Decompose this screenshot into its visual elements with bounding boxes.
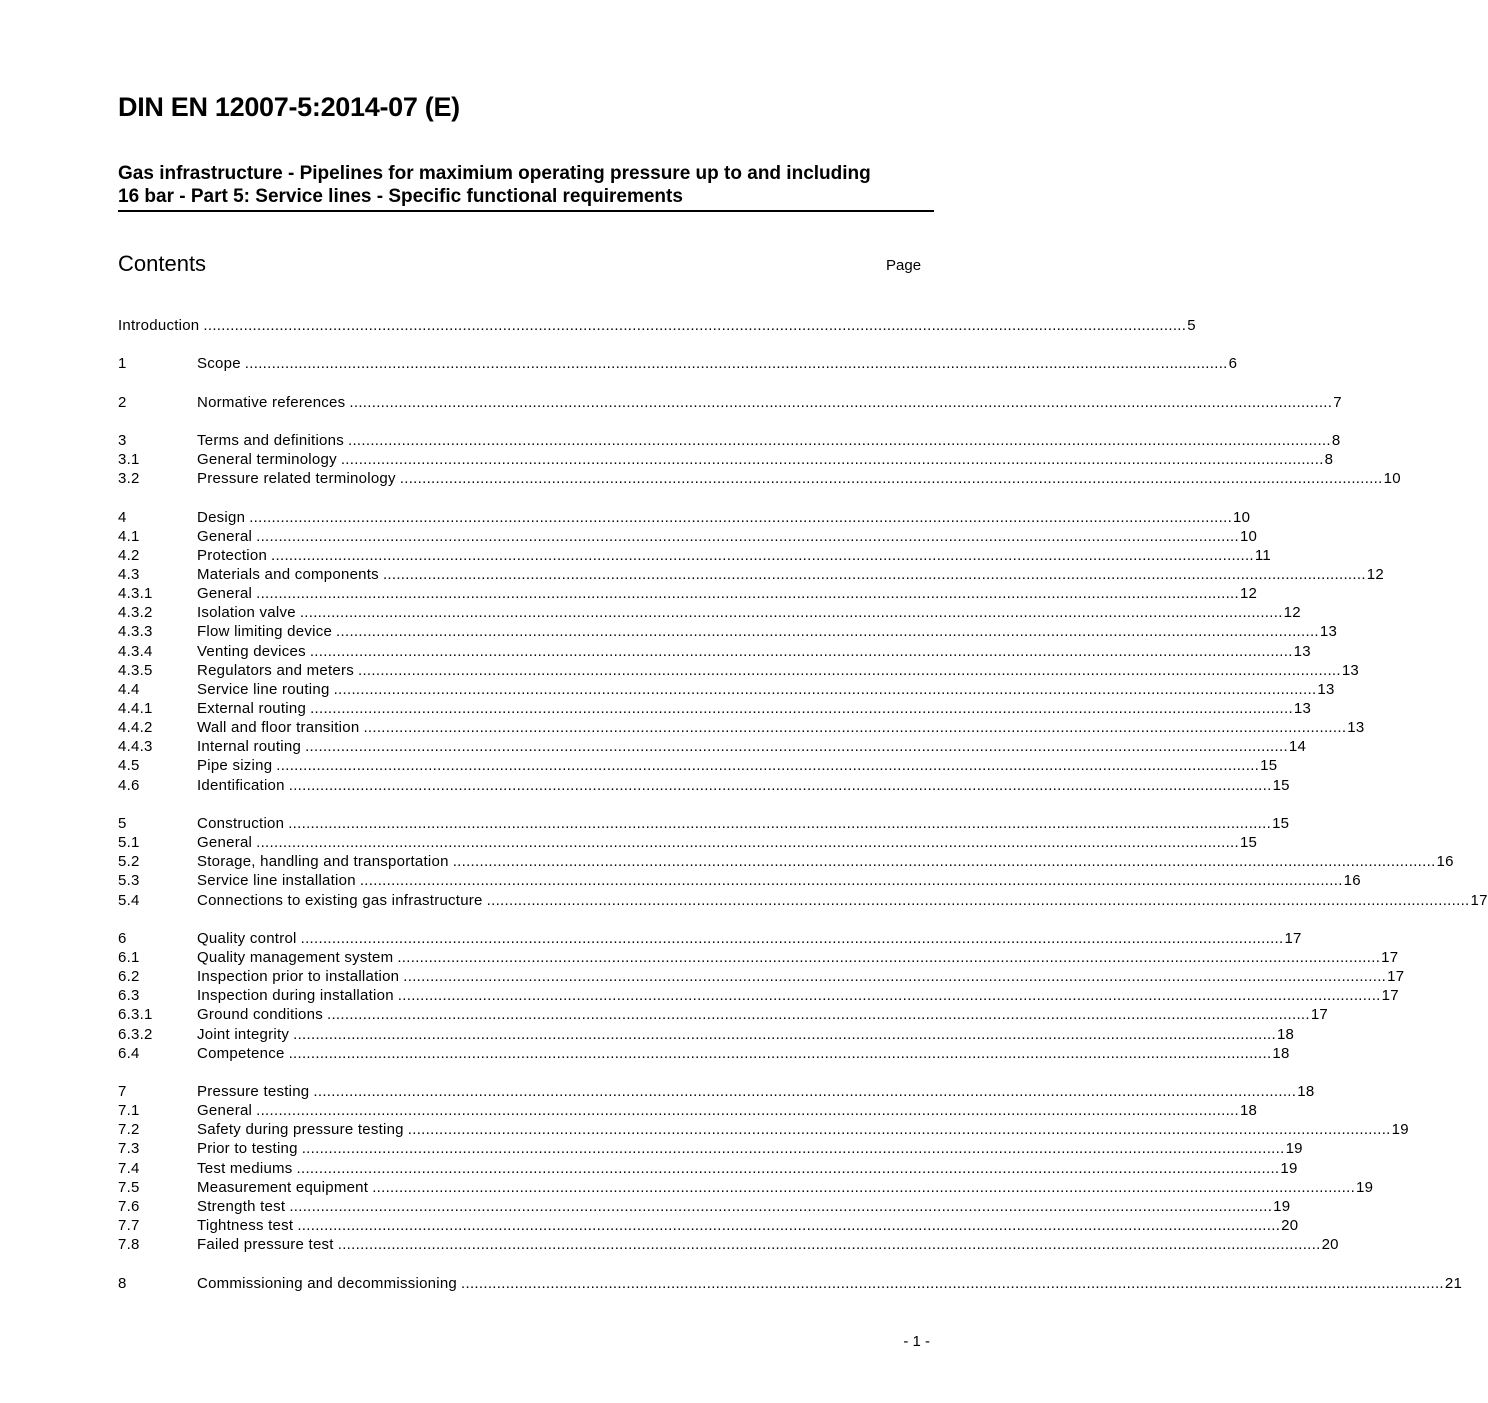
toc-entry-number: 6.2 bbox=[118, 968, 140, 986]
toc-entry-number: 4.5 bbox=[118, 757, 140, 775]
toc-entry-page: 18 bbox=[1272, 1044, 1290, 1062]
toc-entry[interactable] bbox=[118, 852, 1454, 871]
toc-entry[interactable] bbox=[118, 929, 1302, 948]
toc-entry[interactable] bbox=[118, 699, 1312, 718]
toc-entry-title: Inspection prior to installation bbox=[197, 968, 400, 986]
toc-dot-leader: ............................................................................................................................................................................................................................ bbox=[337, 1236, 1321, 1254]
toc-entry-number: 3 bbox=[118, 431, 127, 449]
toc-entry[interactable] bbox=[118, 316, 1196, 335]
toc-entry-page: 13 bbox=[1319, 623, 1338, 641]
toc-entry-title: Normative references bbox=[197, 393, 346, 411]
toc-dot-leader: ............................................................................................................................................................................................................................ bbox=[309, 642, 1293, 660]
toc-entry-title: Connections to existing gas infrastructure bbox=[197, 891, 483, 909]
toc-entry-page: 7 bbox=[1333, 393, 1342, 411]
toc-entry-page: 15 bbox=[1272, 814, 1290, 832]
toc-entry-number: 7.7 bbox=[118, 1217, 140, 1235]
toc-entry-number: 4.4.3 bbox=[118, 738, 153, 756]
toc-dot-leader: ............................................................................................................................................................................................................................ bbox=[358, 661, 1341, 679]
toc-entry-title: Wall and floor transition bbox=[197, 719, 360, 737]
toc-entry-number: 7.2 bbox=[118, 1121, 140, 1139]
toc-entry-page: 13 bbox=[1341, 661, 1360, 679]
subtitle-line-1: Gas infrastructure - Pipelines for maximium operating pressure up to and including bbox=[118, 163, 871, 184]
contents-heading: Contents bbox=[118, 251, 207, 276]
toc-entry-title: Identification bbox=[197, 776, 285, 794]
toc-entry-number: 4.1 bbox=[118, 527, 140, 545]
toc-dot-leader: ............................................................................................................................................................................................................................ bbox=[288, 814, 1272, 832]
toc-entry[interactable] bbox=[118, 1005, 1329, 1024]
toc-dot-leader: ............................................................................................................................................................................................................................ bbox=[293, 1025, 1276, 1043]
toc-entry[interactable] bbox=[118, 622, 1338, 641]
toc-entry-page: 11 bbox=[1254, 546, 1271, 564]
toc-entry-number: 4.3.5 bbox=[118, 661, 153, 679]
toc-dot-leader: ............................................................................................................................................................................................................................ bbox=[310, 700, 1293, 717]
toc-entry-page: 10 bbox=[1233, 508, 1251, 526]
toc-entry[interactable] bbox=[118, 1139, 1303, 1158]
toc-entry[interactable] bbox=[118, 1025, 1295, 1044]
toc-dot-leader: ............................................................................................................................................................................................................................ bbox=[397, 948, 1381, 966]
toc-entry-page: 16 bbox=[1343, 872, 1361, 890]
toc-dot-leader: ............................................................................................................................................................................................................................ bbox=[299, 604, 1283, 622]
toc-entry[interactable] bbox=[118, 354, 1238, 373]
toc-dot-leader: ............................................................................................................................................................................................................................ bbox=[288, 1044, 1272, 1062]
toc-entry-title: Service line installation bbox=[197, 872, 356, 890]
toc-entry[interactable] bbox=[118, 871, 1361, 890]
toc-entry-page: 17 bbox=[1284, 929, 1302, 947]
toc-entry-title: General bbox=[197, 527, 253, 545]
toc-dot-leader: ............................................................................................................................................................................................................................ bbox=[203, 317, 1187, 334]
toc-entry[interactable] bbox=[118, 450, 1334, 469]
toc-entry-page: 13 bbox=[1293, 642, 1311, 660]
toc-entry-page: 19 bbox=[1280, 1159, 1298, 1177]
toc-entry[interactable] bbox=[118, 756, 1278, 775]
document-subtitle bbox=[118, 162, 934, 208]
toc-entry-page: 17 bbox=[1381, 987, 1399, 1005]
toc-entry-number: 7.3 bbox=[118, 1140, 140, 1158]
footer-page-number: - 1 - bbox=[903, 1333, 930, 1350]
toc-entry-number: 6.3 bbox=[118, 987, 140, 1005]
toc-entry-page: 18 bbox=[1239, 1102, 1258, 1120]
toc-entry-title: Introduction bbox=[118, 317, 200, 334]
toc-entry-number: 4.4 bbox=[118, 680, 140, 698]
toc-entry[interactable] bbox=[118, 661, 1360, 680]
toc-entry-title: Inspection during installation bbox=[197, 987, 394, 1005]
toc-entry[interactable] bbox=[118, 737, 1307, 756]
toc-dot-leader: ............................................................................................................................................................................................................................ bbox=[313, 1083, 1297, 1100]
toc-entry-page: 8 bbox=[1331, 431, 1341, 449]
toc-entry-title: Materials and components bbox=[197, 565, 379, 583]
toc-entry[interactable] bbox=[118, 1216, 1299, 1235]
toc-dot-leader: ............................................................................................................................................................................................................................ bbox=[271, 546, 1254, 564]
toc-entry[interactable] bbox=[118, 1235, 1339, 1254]
toc-entry-title: Storage, handling and transportation bbox=[197, 853, 449, 871]
toc-dot-leader: ............................................................................................................................................................................................................................ bbox=[256, 527, 1239, 545]
toc-entry-page: 12 bbox=[1283, 604, 1301, 622]
toc-dot-leader: ............................................................................................................................................................................................................................ bbox=[363, 719, 1347, 737]
toc-entry[interactable] bbox=[118, 680, 1335, 699]
toc-entry-page: 19 bbox=[1285, 1140, 1303, 1158]
toc-entry-number: 2 bbox=[118, 393, 127, 411]
title-rule bbox=[118, 210, 934, 212]
toc-entry-number: 7.4 bbox=[118, 1159, 140, 1177]
toc-entry[interactable] bbox=[118, 603, 1301, 622]
toc-entry-title: Failed pressure test bbox=[197, 1236, 334, 1254]
toc-entry-title: Quality management system bbox=[197, 948, 394, 966]
toc-dot-leader: ............................................................................................................................................................................................................................ bbox=[452, 853, 1436, 871]
toc-entry-title: Commissioning and decommissioning bbox=[197, 1274, 458, 1292]
toc-entry-page: 17 bbox=[1470, 891, 1488, 909]
toc-dot-leader: ............................................................................................................................................................................................................................ bbox=[276, 757, 1260, 775]
toc-entry-number: 4.3.2 bbox=[118, 604, 153, 622]
toc-entry[interactable] bbox=[118, 642, 1311, 661]
toc-entry[interactable] bbox=[118, 833, 1258, 852]
toc-dot-leader: ............................................................................................................................................................................................................................ bbox=[333, 680, 1317, 698]
toc-entry[interactable] bbox=[118, 967, 1405, 986]
toc-dot-leader: ............................................................................................................................................................................................................................ bbox=[256, 834, 1239, 851]
toc-entry-number: 8 bbox=[118, 1274, 127, 1292]
toc-entry[interactable] bbox=[118, 584, 1258, 603]
toc-entry[interactable] bbox=[118, 1120, 1409, 1139]
toc-entry-page: 13 bbox=[1317, 680, 1335, 698]
toc-entry-title: Quality control bbox=[197, 929, 297, 947]
toc-dot-leader: ............................................................................................................................................................................................................................ bbox=[296, 1159, 1280, 1177]
toc-dot-leader: ............................................................................................................................................................................................................................ bbox=[336, 623, 1319, 641]
toc-entry[interactable] bbox=[118, 1197, 1291, 1216]
toc-entry-number: 3.1 bbox=[118, 451, 140, 468]
toc-entry-number: 5 bbox=[118, 814, 127, 832]
toc-entry-page: 18 bbox=[1276, 1025, 1295, 1043]
toc-dot-leader: ............................................................................................................................................................................................................................ bbox=[382, 565, 1366, 583]
toc-entry-number: 4.3.1 bbox=[118, 585, 153, 603]
toc-entry-number: 4.4.1 bbox=[118, 700, 153, 717]
toc-entry[interactable] bbox=[118, 891, 1488, 910]
toc-dot-leader: ............................................................................................................................................................................................................................ bbox=[359, 872, 1343, 890]
toc-entry-title: External routing bbox=[197, 700, 307, 717]
toc-entry-title: Venting devices bbox=[197, 642, 306, 660]
toc-entry-number: 4 bbox=[118, 508, 127, 526]
toc-entry[interactable] bbox=[118, 814, 1290, 833]
toc-entry[interactable] bbox=[118, 1082, 1315, 1101]
toc-dot-leader: ............................................................................................................................................................................................................................ bbox=[249, 508, 1233, 526]
toc-entry-number: 7.6 bbox=[118, 1197, 140, 1215]
toc-entry-number: 7.5 bbox=[118, 1178, 140, 1196]
toc-entry-number: 5.2 bbox=[118, 853, 140, 871]
toc-entry-page: 13 bbox=[1293, 700, 1312, 717]
toc-entry-title: Scope bbox=[197, 355, 241, 373]
toc-entry-title: Pressure related terminology bbox=[197, 470, 396, 488]
toc-entry-page: 15 bbox=[1239, 834, 1258, 851]
toc-entry-page: 5 bbox=[1187, 317, 1196, 334]
toc-entry-title: General bbox=[197, 1102, 253, 1120]
toc-dot-leader: ............................................................................................................................................................................................................................ bbox=[327, 1006, 1310, 1024]
toc-entry-number: 6.4 bbox=[118, 1044, 140, 1062]
toc-entry-page: 20 bbox=[1321, 1236, 1339, 1254]
toc-entry-page: 19 bbox=[1391, 1121, 1409, 1139]
toc-entry[interactable] bbox=[118, 718, 1365, 737]
toc-entry-title: Measurement equipment bbox=[197, 1178, 369, 1196]
toc-entry[interactable] bbox=[118, 565, 1384, 584]
subtitle-line-2: 16 bar - Part 5: Service lines - Specific functional requirements bbox=[118, 186, 683, 207]
toc-dot-leader: ............................................................................................................................................................................................................................ bbox=[297, 1217, 1281, 1235]
toc-dot-leader: ............................................................................................................................................................................................................................ bbox=[399, 470, 1383, 488]
toc-entry-title: Prior to testing bbox=[197, 1140, 298, 1158]
toc-entry-page: 13 bbox=[1347, 719, 1365, 737]
toc-entry-title: General bbox=[197, 585, 253, 603]
toc-entry[interactable] bbox=[118, 546, 1271, 565]
page-column-label: Page bbox=[886, 257, 922, 274]
toc-entry[interactable] bbox=[118, 1178, 1374, 1197]
toc-entry-number: 4.3.3 bbox=[118, 623, 153, 641]
toc-entry-number: 4.3 bbox=[118, 565, 140, 583]
toc-entry-page: 19 bbox=[1356, 1178, 1374, 1196]
document-id: DIN EN 12007-5:2014-07 (E) bbox=[118, 92, 460, 122]
toc-dot-leader: ............................................................................................................................................................................................................................ bbox=[403, 968, 1387, 986]
toc-entry[interactable] bbox=[118, 1101, 1258, 1120]
toc-entry-title: Regulators and meters bbox=[197, 661, 354, 679]
toc-dot-leader: ............................................................................................................................................................................................................................ bbox=[289, 1197, 1273, 1215]
toc-dot-leader: ............................................................................................................................................................................................................................ bbox=[397, 987, 1381, 1005]
toc-entry[interactable] bbox=[118, 1044, 1290, 1063]
toc-entry-title: Joint integrity bbox=[197, 1025, 290, 1043]
toc-entry-page: 17 bbox=[1381, 948, 1399, 966]
toc-entry-number: 6.3.2 bbox=[118, 1025, 153, 1043]
toc-entry-page: 8 bbox=[1324, 451, 1334, 468]
toc-entry-title: Terms and definitions bbox=[197, 431, 344, 449]
toc-entry-page: 19 bbox=[1273, 1197, 1291, 1215]
toc-entry-number: 4.6 bbox=[118, 776, 140, 794]
toc-dot-leader: ............................................................................................................................................................................................................................ bbox=[349, 393, 1333, 411]
toc-entry-title: Construction bbox=[197, 814, 285, 832]
toc-entry[interactable] bbox=[118, 1274, 1463, 1293]
toc-entry-title: Ground conditions bbox=[197, 1006, 323, 1024]
toc-dot-leader: ............................................................................................................................................................................................................................ bbox=[486, 891, 1470, 909]
toc-entry[interactable] bbox=[118, 469, 1401, 488]
toc-entry-page: 18 bbox=[1297, 1083, 1315, 1100]
toc-dot-leader: ............................................................................................................................................................................................................................ bbox=[372, 1178, 1356, 1196]
toc-entry-title: Strength test bbox=[197, 1197, 286, 1215]
toc-entry-title: Protection bbox=[197, 546, 268, 564]
toc-entry-number: 6.3.1 bbox=[118, 1006, 153, 1024]
toc-entry-page: 14 bbox=[1288, 738, 1307, 756]
toc-entry-number: 6 bbox=[118, 929, 127, 947]
toc-entry-title: General terminology bbox=[197, 451, 337, 468]
toc-dot-leader: ............................................................................................................................................................................................................................ bbox=[301, 1140, 1285, 1158]
toc-entry-page: 12 bbox=[1366, 565, 1384, 583]
toc-entry[interactable] bbox=[118, 508, 1251, 527]
toc-entry-page: 10 bbox=[1383, 470, 1401, 488]
toc-entry-title: Pressure testing bbox=[197, 1083, 310, 1100]
toc-dot-leader: ............................................................................................................................................................................................................................ bbox=[407, 1121, 1391, 1139]
toc-entry-title: Test mediums bbox=[197, 1159, 293, 1177]
toc-entry-title: Safety during pressure testing bbox=[197, 1121, 404, 1139]
toc-dot-leader: ............................................................................................................................................................................................................................ bbox=[256, 585, 1239, 603]
toc-entry-title: Isolation valve bbox=[197, 604, 296, 622]
toc-entry-page: 6 bbox=[1228, 355, 1238, 373]
toc-entry[interactable] bbox=[118, 431, 1341, 450]
toc-entry[interactable] bbox=[118, 527, 1258, 546]
toc-entry-title: Pipe sizing bbox=[197, 757, 273, 775]
toc-entry-number: 3.2 bbox=[118, 470, 140, 488]
toc-entry[interactable] bbox=[118, 948, 1399, 967]
toc-dot-leader: ............................................................................................................................................................................................................................ bbox=[288, 776, 1272, 794]
toc-entry-title: Service line routing bbox=[197, 680, 330, 698]
toc-entry-number: 4.2 bbox=[118, 546, 140, 564]
toc-entry-number: 5.3 bbox=[118, 872, 140, 890]
toc-entry-page: 21 bbox=[1444, 1274, 1463, 1292]
toc-entry-number: 6.1 bbox=[118, 948, 140, 966]
toc-entry-page: 17 bbox=[1387, 968, 1405, 986]
toc-dot-leader: ............................................................................................................................................................................................................................ bbox=[348, 431, 1331, 449]
toc-entry[interactable] bbox=[118, 1159, 1298, 1178]
toc-dot-leader: ............................................................................................................................................................................................................................ bbox=[461, 1274, 1444, 1292]
toc-entry[interactable] bbox=[118, 986, 1399, 1005]
toc-entry-page: 20 bbox=[1281, 1217, 1299, 1235]
toc-entry-number: 4.4.2 bbox=[118, 719, 153, 737]
toc-dot-leader: ............................................................................................................................................................................................................................ bbox=[244, 355, 1228, 373]
toc-entry-page: 12 bbox=[1239, 585, 1258, 603]
toc-entry-number: 7.1 bbox=[118, 1102, 140, 1120]
toc-dot-leader: ............................................................................................................................................................................................................................ bbox=[256, 1102, 1239, 1120]
toc-entry-title: Internal routing bbox=[197, 738, 302, 756]
toc-entry-page: 16 bbox=[1436, 853, 1454, 871]
toc-entry-page: 17 bbox=[1310, 1006, 1329, 1024]
toc-entry-number: 4.3.4 bbox=[118, 642, 153, 660]
toc-entry-title: Flow limiting device bbox=[197, 623, 333, 641]
toc-entry-number: 7.8 bbox=[118, 1236, 140, 1254]
toc-entry-title: Tightness test bbox=[197, 1217, 294, 1235]
toc-entry-page: 15 bbox=[1272, 776, 1290, 794]
toc-dot-leader: ............................................................................................................................................................................................................................ bbox=[305, 738, 1288, 756]
toc-entry-page: 10 bbox=[1239, 527, 1258, 545]
toc-entry[interactable] bbox=[118, 393, 1342, 412]
toc-entry-number: 5.1 bbox=[118, 834, 140, 851]
toc-dot-leader: ............................................................................................................................................................................................................................ bbox=[340, 451, 1324, 468]
toc-entry-number: 5.4 bbox=[118, 891, 140, 909]
toc-entry[interactable] bbox=[118, 776, 1290, 795]
toc-entry-number: 1 bbox=[118, 355, 127, 373]
toc-dot-leader: ............................................................................................................................................................................................................................ bbox=[300, 929, 1284, 947]
toc-entry-title: General bbox=[197, 834, 253, 851]
toc-entry-title: Design bbox=[197, 508, 246, 526]
toc-entry-number: 7 bbox=[118, 1083, 127, 1100]
toc-entry-title: Competence bbox=[197, 1044, 285, 1062]
toc-entry-page: 15 bbox=[1260, 757, 1278, 775]
